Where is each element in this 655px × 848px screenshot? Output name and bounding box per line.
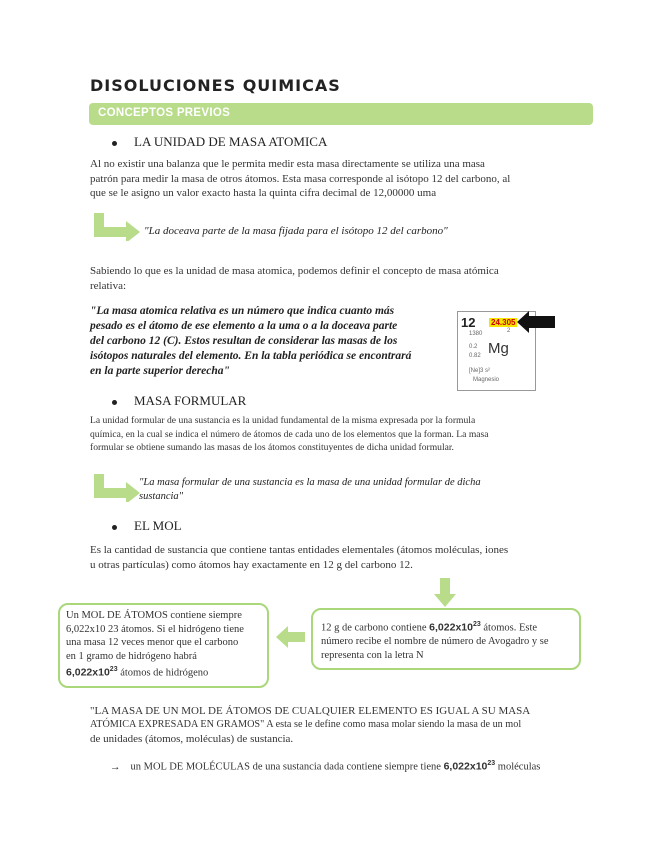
heading-mol-label: EL MOL xyxy=(134,518,182,533)
uma-quote: "La doceava parte de la masa fijada para el isótopo 12 del carbono" xyxy=(144,225,448,237)
text-fragment: ATÓMICA EXPRESADA EN GRAMOS" xyxy=(90,719,265,730)
formular-paragraph xyxy=(90,414,568,455)
text-fragment: un MOL DE MOLÉCULAS de una sustancia dada contiene siempre tiene xyxy=(130,761,444,773)
text-line: u otras partículas) como átomos hay exactamente en 12 g del carbono 12. xyxy=(90,558,413,571)
text-line: número recibe el nombre de número de Avogadro y se xyxy=(321,636,549,647)
arrow-right-icon: → xyxy=(110,761,121,773)
molar-mass-paragraph xyxy=(90,704,568,746)
element-name: Magnesio xyxy=(473,377,500,383)
l-arrow-icon xyxy=(92,472,144,502)
text-fragment: 6,022x10 xyxy=(443,760,488,773)
element-property: 0.82 xyxy=(469,353,481,359)
mol-paragraph xyxy=(90,543,568,572)
molecules-line xyxy=(110,757,580,775)
uma-paragraph xyxy=(90,157,568,201)
heading-mol xyxy=(112,518,182,534)
text-line: en 1 gramo de hidrógeno habrá xyxy=(66,650,197,662)
heading-uma xyxy=(112,134,327,150)
text-fragment: 23 xyxy=(472,621,481,628)
atomic-mass: 24.305 xyxy=(491,318,516,327)
text-fragment: átomos de hidrógeno xyxy=(117,667,209,679)
page-title: DISOLUCIONES QUIMICAS xyxy=(90,76,341,95)
text-line: "La masa atomica relativa es un número que indica cuanto más xyxy=(90,305,395,317)
down-arrow-icon xyxy=(433,578,457,608)
heading-uma-label: LA UNIDAD DE MASA ATOMICA xyxy=(134,134,328,149)
element-symbol: Mg xyxy=(488,340,509,357)
text-line: pesado es el átomo de ese elemento a la uma o a la doceava parte xyxy=(90,320,398,332)
atomic-number: 12 xyxy=(461,315,476,330)
text-fragment: A esta se le define como masa molar siendo la masa de un mol xyxy=(264,719,522,730)
text-line: de unidades (átomos, moléculas) de sustancia. xyxy=(90,733,294,745)
left-arrow-icon xyxy=(276,626,306,648)
text-line: una masa 12 veces menor que el carbono xyxy=(66,637,239,648)
text-fragment: 6,022x10 xyxy=(429,621,473,634)
heading-formular-label: MASA FORMULAR xyxy=(134,393,247,408)
text-line: 6,022x10 23 átomos. Si el hidrógeno tiene xyxy=(66,623,244,635)
banner-label: CONCEPTOS PREVIOS xyxy=(98,107,231,119)
element-property: 1380 xyxy=(469,331,483,337)
avogadro-box xyxy=(311,608,581,670)
element-property: 2 xyxy=(507,328,511,334)
pointer-arrow-icon xyxy=(517,310,557,334)
text-fragment: átomos. Este xyxy=(480,622,538,634)
relative-mass-intro xyxy=(90,264,568,293)
text-line: Un MOL DE ÁTOMOS contiene siempre xyxy=(66,610,242,621)
text-fragment: 23 xyxy=(487,760,496,767)
text-fragment: 6,022x10 xyxy=(66,666,110,679)
text-fragment: 12 g de carbono contiene xyxy=(321,622,430,634)
text-line: relativa: xyxy=(90,279,127,292)
text-line: Sabiendo lo que es la unidad de masa atomica, podemos definir el concepto de masa atómica xyxy=(90,265,499,277)
text-line: patrón para medir la masa de otros átomos. Esta masa corresponde al isótopo 12 del carbono, al xyxy=(90,172,511,185)
text-line: en la parte superior derecha" xyxy=(90,365,230,377)
text-line: formular se obtiene sumando las masas de los átomos constituyentes de dicha unidad formular. xyxy=(90,442,454,453)
heading-formular xyxy=(112,393,246,409)
electron-config: [Ne]3 s² xyxy=(469,368,491,374)
mol-atoms-box xyxy=(58,603,269,688)
section-banner xyxy=(89,103,593,125)
text-line: del carbono 12 (C). Estos resultan de considerar las masas de los xyxy=(90,335,398,347)
formular-quote xyxy=(139,476,481,504)
text-fragment: moléculas xyxy=(495,761,541,773)
bullet-icon xyxy=(112,525,117,530)
text-line: isótopos naturales del elemento. En la tabla periódica se encontrará xyxy=(90,350,412,362)
text-fragment: 23 xyxy=(109,666,118,673)
relative-mass-definition xyxy=(90,304,443,379)
bullet-icon xyxy=(112,141,117,146)
element-property: 0.2 xyxy=(469,344,478,350)
text-line: La unidad formular de una sustancia es la unidad fundamental de la misma expresada por la formula xyxy=(90,415,476,426)
text-line: Al no existir una balanza que le permita medir esta masa directamente se utiliza una masa xyxy=(90,158,485,170)
text-line: química, en la cual se indica el número de átomos de cada uno de los elementos que la forman. La masa xyxy=(90,428,489,440)
text-line: "LA MASA DE UN MOL DE ÁTOMOS DE CUALQUIER ELEMENTO ES IGUAL A SU MASA xyxy=(90,705,531,717)
text-line: sustancia" xyxy=(139,491,184,502)
text-line: representa con la letra N xyxy=(321,649,424,661)
text-line: que se le asigno un valor exacto hasta la quinta cifra decimal de 12,00000 uma xyxy=(90,187,437,199)
l-arrow-icon xyxy=(92,211,144,241)
text-line: "La masa formular de una sustancia es la masa de una unidad formular de dicha xyxy=(139,477,481,488)
bullet-icon xyxy=(112,400,117,405)
text-line: Es la cantidad de sustancia que contiene tantas entidades elementales (átomos moléculas, iones xyxy=(90,544,509,556)
